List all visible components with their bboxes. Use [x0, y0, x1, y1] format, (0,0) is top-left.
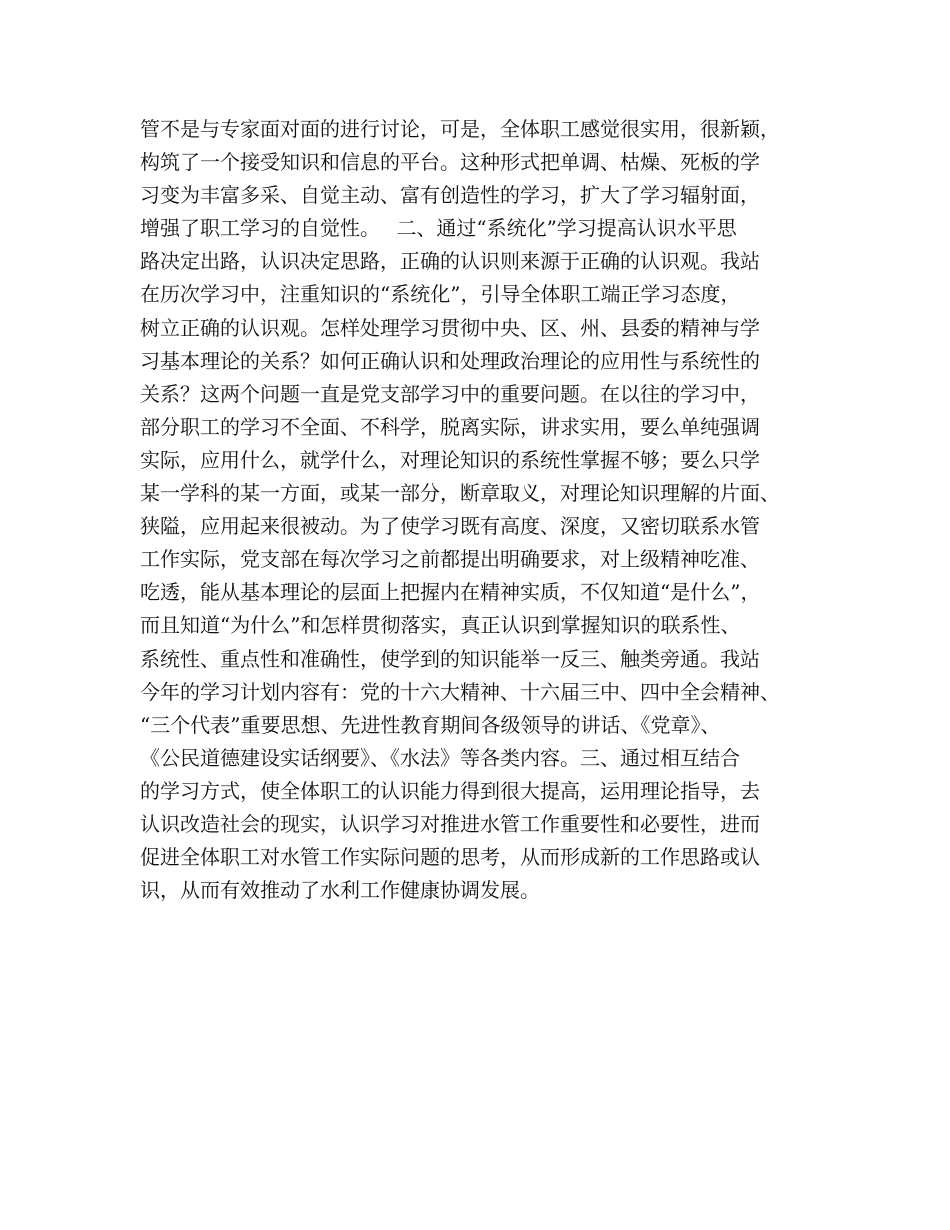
text-line: 狭隘，应用起来很被动。为了使学习既有高度、深度，又密切联系水管 — [140, 514, 760, 539]
text-line: 的学习方式，使全体职工的认识能力得到很大提高，运用理论指导，去 — [140, 778, 760, 803]
text-line: 习变为丰富多采、自觉主动、富有创造性的学习，扩大了学习辐射面， — [140, 183, 760, 208]
text-line: 增强了职工学习的自觉性。 二、通过“系统化”学习提高认识水平思 — [140, 216, 737, 241]
text-line: 管不是与专家面对面的进行讨论，可是，全体职工感觉很实用，很新颖， — [140, 117, 780, 141]
text-line: 工作实际，党支部在每次学习之前都提出明确要求，对上级精神吃准、 — [140, 547, 760, 572]
text-line: 认识改造社会的现实，认识学习对推进水管工作重要性和必要性，进而 — [140, 811, 760, 836]
text-line: 《公民道德建设实话纲要》、《水法》等各类内容。三、通过相互结合 — [140, 745, 740, 770]
text-line: 吃透，能从基本理论的层面上把握内在精神实质，不仅知道“是什么”， — [140, 580, 761, 605]
text-line: 部分职工的学习不全面、不科学，脱离实际，讲求实用，要么单纯强调 — [140, 414, 760, 439]
text-line: 构筑了一个接受知识和信息的平台。这种形式把单调、枯燥、死板的学 — [140, 150, 760, 175]
text-line: 路决定出路，认识决定思路，正确的认识则来源于正确的认识观。我站 — [140, 249, 760, 274]
text-line: 而且知道“为什么”和怎样贯彻落实，真正认识到掌握知识的联系性、 — [140, 613, 741, 638]
text-line: 某一学科的某一方面，或某一部分，断章取义，对理论知识理解的片面、 — [140, 481, 780, 506]
text-line: 今年的学习计划内容有：党的十六大精神、十六届三中、四中全会精神、 — [140, 679, 780, 704]
text-line: 习基本理论的关系？如何正确认识和处理政治理论的应用性与系统性的 — [140, 348, 760, 373]
text-line: 系统性、重点性和准确性，使学到的知识能举一反三、触类旁通。我站 — [140, 646, 760, 671]
body-text — [140, 113, 840, 907]
text-line: 实际，应用什么，就学什么，对理论知识的系统性掌握不够；要么只学 — [140, 447, 760, 472]
text-line: 识，从而有效推动了水利工作健康协调发展。 — [140, 878, 540, 903]
text-line: 促进全体职工对水管工作实际问题的思考，从而形成新的工作思路或认 — [140, 845, 760, 870]
text-line: 树立正确的认识观。怎样处理学习贯彻中央、区、州、县委的精神与学 — [140, 315, 760, 340]
text-line: 在历次学习中，注重知识的“系统化”，引导全体职工端正学习态度， — [140, 282, 741, 307]
text-line: 关系？这两个问题一直是党支部学习中的重要问题。在以往的学习中， — [140, 381, 760, 406]
text-line: “三个代表”重要思想、先进性教育期间各级领导的讲话、《党章》、 — [140, 712, 721, 737]
